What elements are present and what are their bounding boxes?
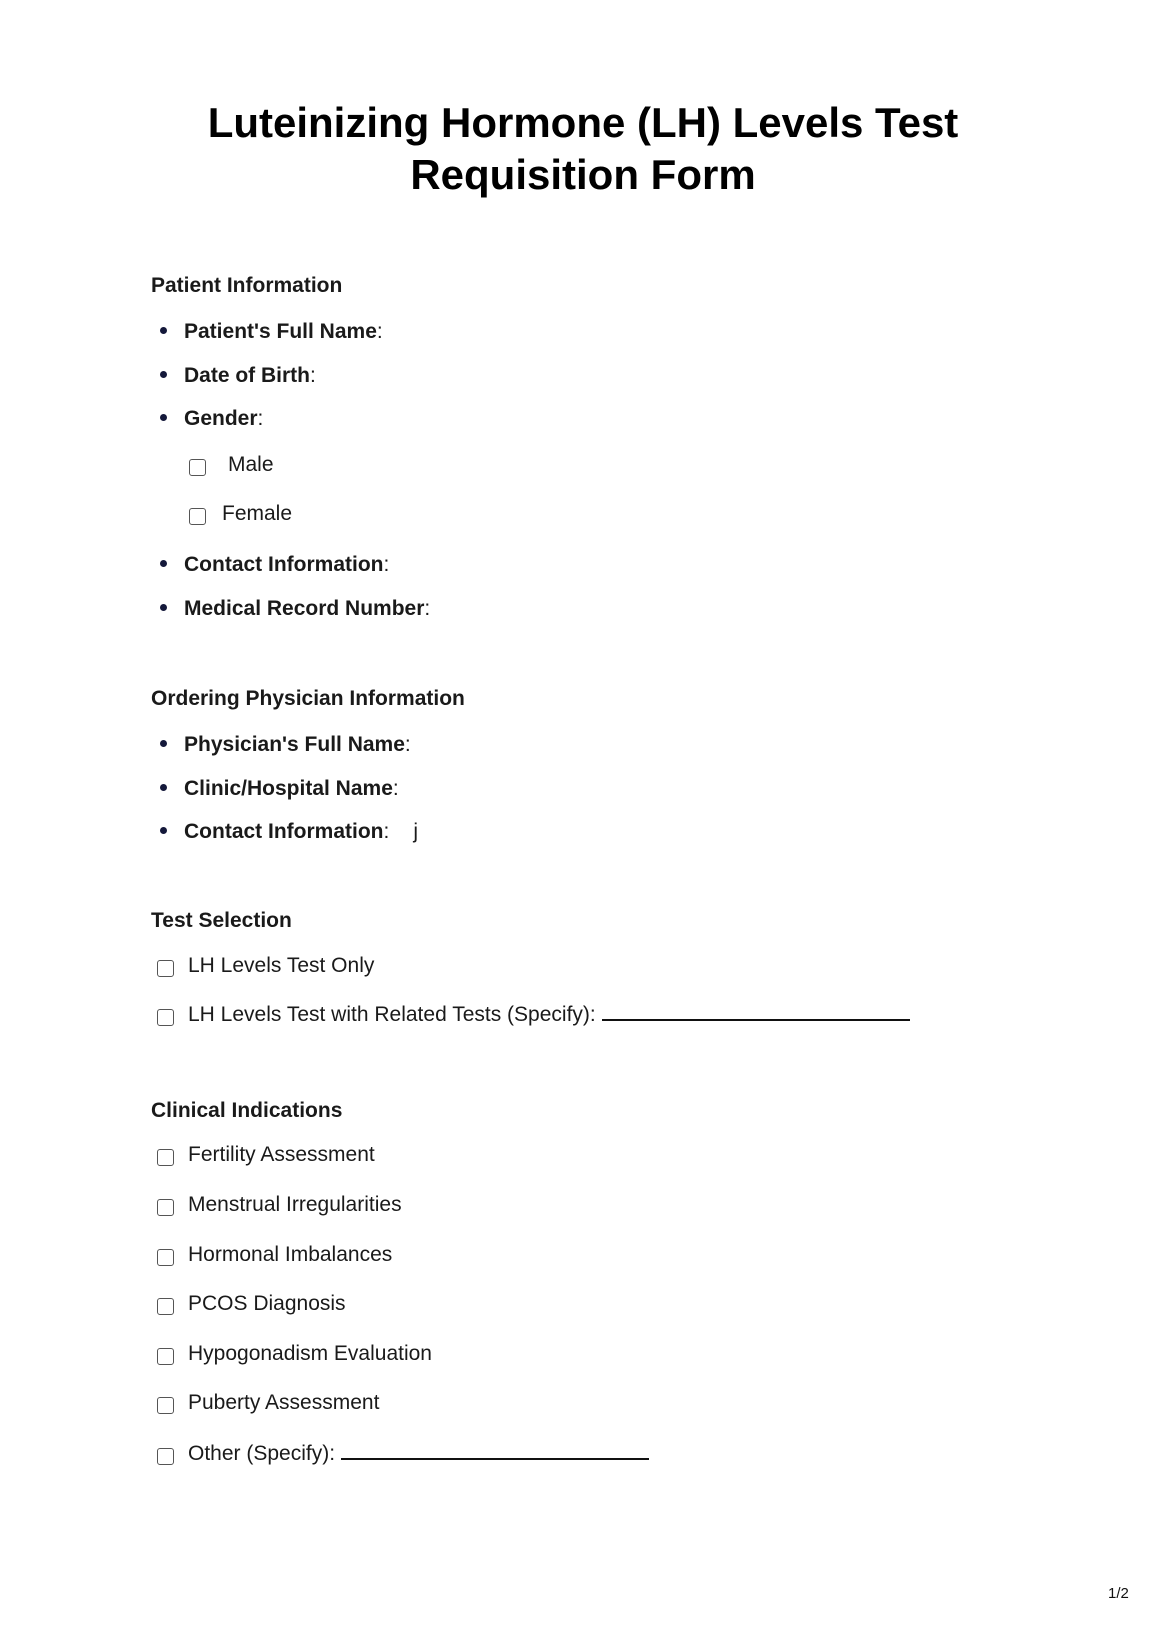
clinic-hospital-name-field[interactable]: Clinic/Hospital Name: — [160, 776, 399, 802]
patient-info-heading: Patient Information — [151, 274, 343, 297]
form-title-line1: Luteinizing Hormone (LH) Levels Test — [207, 99, 959, 146]
physician-contact-field[interactable]: Contact Information: j — [160, 819, 418, 845]
bullet-icon — [160, 560, 167, 567]
test-selection-heading: Test Selection — [151, 909, 292, 932]
contact-value: j — [413, 820, 419, 843]
checkbox[interactable] — [157, 1348, 174, 1365]
physician-full-name-field[interactable]: Physician's Full Name: — [160, 732, 411, 758]
clinical-indications-heading: Clinical Indications — [151, 1099, 343, 1122]
indication-other[interactable]: Other (Specify): — [157, 1441, 649, 1467]
checkbox[interactable] — [157, 1009, 174, 1026]
checkbox[interactable] — [157, 960, 174, 977]
checkbox[interactable] — [189, 508, 206, 525]
bullet-icon — [160, 740, 167, 747]
test-option-lh-only[interactable]: LH Levels Test Only — [157, 953, 374, 979]
indication-pcos[interactable]: PCOS Diagnosis — [157, 1291, 346, 1317]
checkbox[interactable] — [157, 1199, 174, 1216]
form-title-line2: Requisition Form — [410, 151, 756, 198]
date-of-birth-field[interactable]: Date of Birth: — [160, 363, 316, 389]
checkbox[interactable] — [189, 459, 206, 476]
indication-fertility[interactable]: Fertility Assessment — [157, 1142, 375, 1168]
checkbox[interactable] — [157, 1448, 174, 1465]
indication-menstrual[interactable]: Menstrual Irregularities — [157, 1192, 402, 1218]
indication-hormonal[interactable]: Hormonal Imbalances — [157, 1242, 392, 1268]
gender-female-option[interactable]: Female — [189, 501, 292, 527]
checkbox[interactable] — [157, 1298, 174, 1315]
physician-info-heading: Ordering Physician Information — [151, 687, 465, 710]
bullet-icon — [160, 604, 167, 611]
test-option-lh-related[interactable]: LH Levels Test with Related Tests (Specify): — [157, 1002, 910, 1028]
indication-puberty[interactable]: Puberty Assessment — [157, 1390, 379, 1416]
bullet-icon — [160, 784, 167, 791]
checkbox[interactable] — [157, 1397, 174, 1414]
patient-full-name-field[interactable]: Patient's Full Name: — [160, 319, 383, 345]
bullet-icon — [160, 414, 167, 421]
gender-field: Gender: — [160, 406, 263, 432]
bullet-icon — [160, 371, 167, 378]
page-number: 1/2 — [1108, 1585, 1129, 1602]
checkbox[interactable] — [157, 1149, 174, 1166]
medical-record-number-field[interactable]: Medical Record Number: — [160, 596, 430, 622]
gender-male-option[interactable]: Male — [189, 452, 274, 478]
bullet-icon — [160, 827, 167, 834]
checkbox[interactable] — [157, 1249, 174, 1266]
specify-line[interactable] — [341, 1458, 649, 1460]
indication-hypogonadism[interactable]: Hypogonadism Evaluation — [157, 1341, 432, 1367]
patient-contact-field[interactable]: Contact Information: — [160, 552, 389, 578]
bullet-icon — [160, 327, 167, 334]
specify-line[interactable] — [602, 1019, 910, 1021]
